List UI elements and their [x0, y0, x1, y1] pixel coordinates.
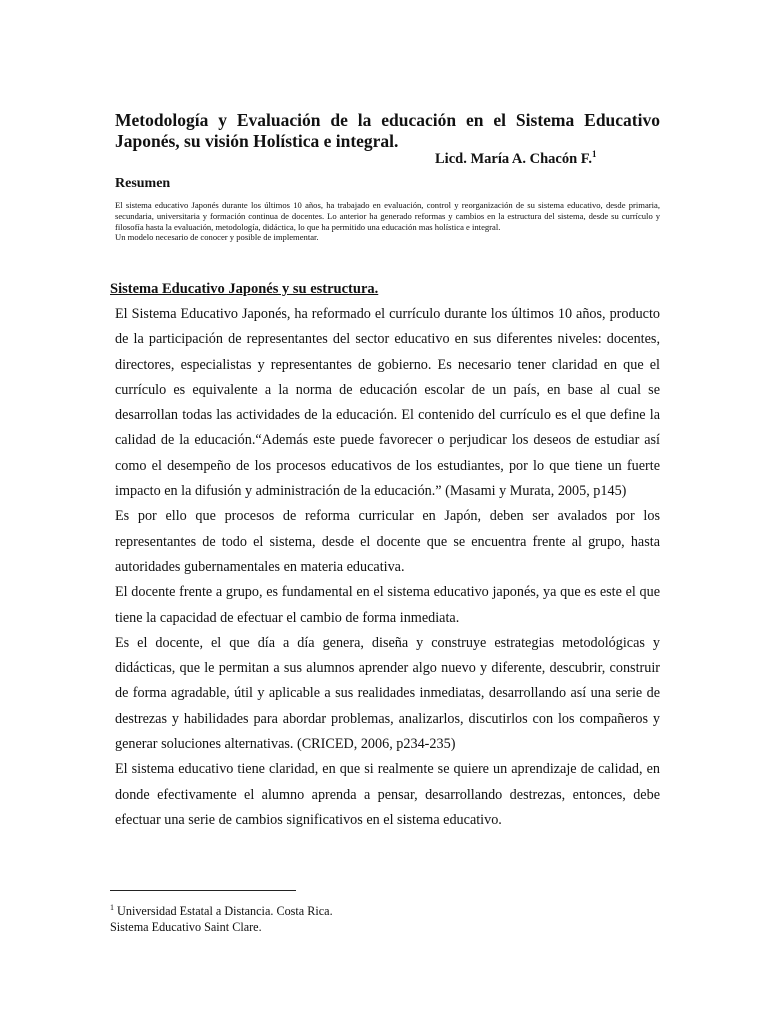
body-text: [115, 302, 660, 833]
footnote-line: Sistema Educativo Saint Clare.: [110, 919, 262, 934]
author-footnote-mark: 1: [591, 149, 597, 160]
paragraph: El sistema educativo tiene claridad, en que si realmente se quiere un aprendizaje de calidad, en donde efectivamente el alumno aprenda a pensar, desarrollando destrezas, entonces, debe efectuar una serie de cambios significativos en el sistema educativo.: [115, 761, 660, 828]
section-heading: Sistema Educativo Japonés y su estructura.: [110, 281, 379, 297]
paragraph: El docente frente a grupo, es fundamental en el sistema educativo japonés, ya que es este el que tiene la capacidad de efectuar el cambio de forma inmediata.: [115, 584, 660, 626]
author-line: [435, 150, 596, 168]
document-title: Metodología y Evaluación de la educación en el Sistema Educativo Japonés, su visión Holística e integral.: [115, 110, 660, 151]
abstract: [115, 200, 660, 243]
footnote-mark: 1: [110, 902, 114, 912]
paragraph: Es el docente, el que día a día genera, diseña y construye estrategias metodológicas y didácticas, que le permitan a sus alumnos aprender algo nuevo y diferente, descubrir, construir de forma agradable, útil y aplicable a sus realidades inmediatas, desarrollando así una serie de destrezas y habilidades para abordar problemas, analizarlos, discutirlos con los compañeros y generar soluciones alternativas. (CRICED, 2006, p234-235): [115, 634, 660, 753]
abstract-text: El sistema educativo Japonés durante los últimos 10 años, ha trabajado en evaluación, control y reorganización de su sistema educativo, desde primaria, secundaria, universitaria y formación continua de docentes. Lo anterior ha generado reformas y cambios en la estructura del sistema, desde su currículo y filosofía hasta la evaluación, metodología, didáctica, lo que ha permitido una educación mas holística e integral.: [115, 200, 660, 232]
footnote: [110, 904, 510, 935]
abstract-heading: Resumen: [115, 176, 171, 191]
footnote-affiliation: Universidad Estatal a Distancia. Costa Rica.: [114, 904, 333, 918]
author-name: Licd. María A. Chacón F.: [435, 151, 592, 167]
abstract-last-line: Un modelo necesario de conocer y posible de implementar.: [115, 232, 319, 243]
footnote-line: [110, 904, 510, 920]
paragraph: El Sistema Educativo Japonés, ha reformado el currículo durante los últimos 10 años, producto de la participación de representantes del sector educativo en sus diferentes niveles: docentes, directores, especialistas y representantes de gobierno. Es necesario tener claridad en que el currículo es equivalente a la norma de educación escolar de un país, en base al cual se desarrollan todas las actividades de la educación. El contenido del currículo es el que define la calidad de la educación.“Además este puede favorecer o perjudicar los deseos de estudiar así como el desempeño de los procesos educativos de los estudiantes, por lo que tiene un fuerte impacto en la difusión y administración de la educación.” (Masami y Murata, 2005, p145): [115, 306, 660, 500]
footnote-divider: [110, 890, 296, 891]
paragraph: Es por ello que procesos de reforma curricular en Japón, deben ser avalados por los representantes de todo el sistema, desde el docente que se encuentra frente al grupo, hasta autoridades gubernamentales en materia educativa.: [115, 508, 660, 575]
